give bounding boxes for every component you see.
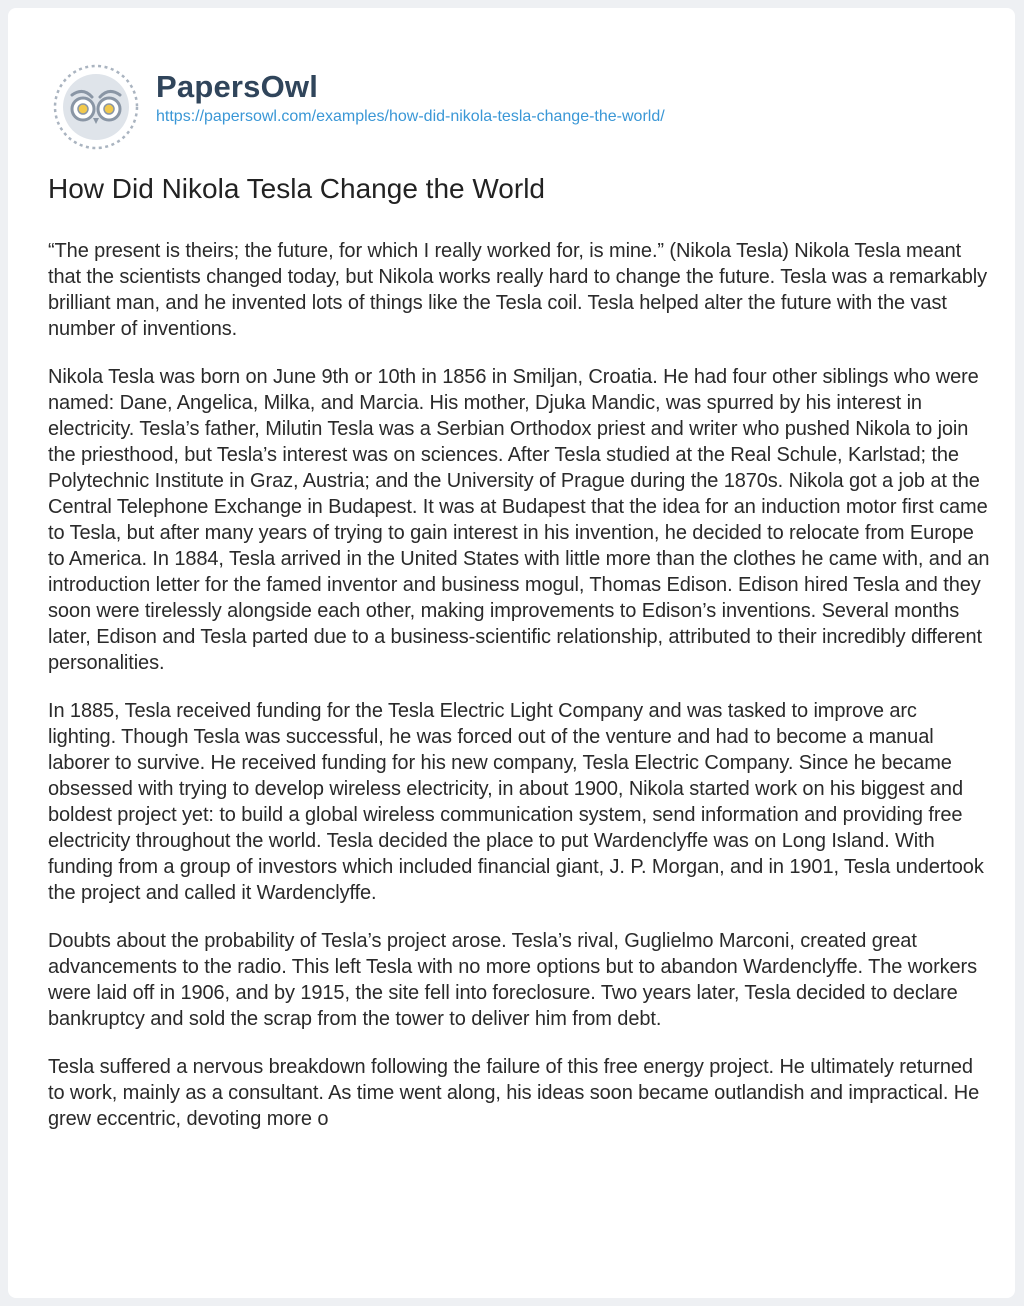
essay-paragraph: Nikola Tesla was born on June 9th or 10th in 1856 in Smiljan, Croatia. He had four other siblings who were named: Dane, Angelica, Milka, and Marcia. His mother, Djuka Mandic, was spurred by his interest in electricity. Tesla’s father, Milutin Tesla was a Serbian Orthodox priest and writer who pushed Nikola to join the priesthood, but Tesla’s interest was on sciences. After Tesla studied at the Real Schule, Karlstad; the Polytechnic Institute in Graz, Austria; and the University of Prague during the 1870s. Nikola got a job at the Central Telephone Exchange in Budapest. It was at Budapest that the idea for an induction motor first came to Tesla, but after many years of trying to gain interest in his invention, he decided to relocate from Europe to America. In 1884, Tesla arrived in the United States with little more than the clothes he came with, and an introduction letter for the famed inventor and business mogul, Thomas Edison. Edison hired Tesla and they soon were tirelessly alongside each other, making improvements to Edison’s inventions. Several months later, Edison and Tesla parted due to a business-scientific relationship, attributed to their incredibly different personalities. [48,366,990,674]
essay-paragraph: In 1885, Tesla received funding for the Tesla Electric Light Company and was tasked to improve arc lighting. Though Tesla was successful, he was forced out of the venture and had to become a manual laborer to survive. He received funding for his new company, Tesla Electric Company. Since he became obsessed with trying to develop wireless electricity, in about 1900, Nikola started work on his biggest and boldest project yet: to build a global wireless communication system, send information and providing free electricity throughout the world. Tesla decided the place to put Wardenclyffe was on Long Island. With funding from a group of investors which included financial giant, J. P. Morgan, and in 1901, Tesla undertook the project and called it Wardenclyffe. [48,700,984,904]
owl-eyes-icon [52,63,140,151]
source-url-link[interactable]: https://papersowl.com/examples/how-did-nikola-tesla-change-the-world/ [156,108,665,125]
essay-page [8,8,1015,1298]
essay-title: How Did Nikola Tesla Change the World [48,173,545,204]
site-header [52,63,972,153]
essay-paragraph-truncated: Tesla suffered a nervous breakdown following the failure of this free energy project. He ultimately returned to work, mainly as a consultant. As time went along, his ideas soon became outlandish and impractical. He grew eccentric, devoting more o [48,1056,980,1130]
essay-body [48,238,990,1154]
essay-paragraph: Doubts about the probability of Tesla’s project arose. Tesla’s rival, Guglielmo Marconi, created great advancements to the radio. This left Tesla with no more options but to abandon Wardenclyffe. The workers were laid off in 1906, and by 1915, the site fell into foreclosure. Two years later, Tesla decided to declare bankruptcy and sold the scrap from the tower to deliver him from debt. [48,930,978,1030]
essay-paragraph: “The present is theirs; the future, for which I really worked for, is mine.” (Nikola Tesla) Nikola Tesla meant that the scientists changed today, but Nikola works really hard to change the future. Tesla was a remarkably brilliant man, and he invented lots of things like the Tesla coil. Tesla helped alter the future with the vast number of inventions. [48,240,987,340]
site-brand: PapersOwl [156,69,319,104]
